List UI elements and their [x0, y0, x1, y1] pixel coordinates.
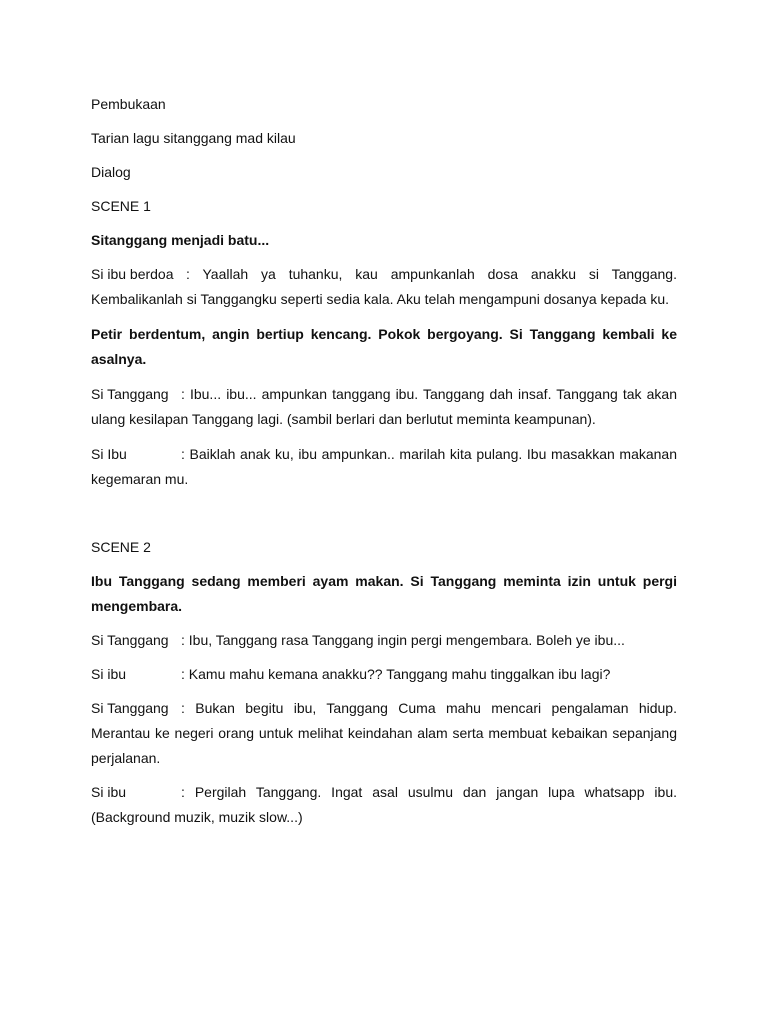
speaker-name: Si Ibu: [91, 446, 127, 462]
dialog-label: Dialog: [91, 164, 131, 180]
scene2-line-tanggang-1: [91, 628, 677, 653]
tarian-line: Tarian lagu sitanggang mad kilau: [91, 130, 296, 146]
scene2-line-ibu-2: [91, 780, 677, 830]
pembukaan-label: Pembukaan: [91, 96, 166, 112]
scene1-action: Petir berdentum, angin bertiup kencang. Pokok bergoyang. Si Tanggang kembali ke asalnya.: [91, 326, 677, 367]
dialogue-text: : Yaallah ya tuhanku, kau ampunkanlah dosa anakku si Tanggang. Kembalikanlah si Tanggangku seperti sedia kala. Aku telah mengampuni dosanya kepada ku.: [91, 266, 677, 307]
scene2-title: SCENE 2: [91, 539, 151, 555]
scene2-line-ibu-1: [91, 662, 677, 687]
speaker-name: Si Tanggang: [91, 632, 169, 648]
document-page: [91, 92, 677, 830]
speaker-name: Si ibu: [91, 666, 127, 682]
scene1-line-tanggang: [91, 382, 677, 432]
speaker-name: Si Tanggang: [91, 386, 169, 402]
dialogue-text: : Pergilah Tanggang. Ingat asal usulmu dan jangan lupa whatsapp ibu. (Background muzik, muzik slow...): [91, 784, 677, 825]
scene1-heading: Sitanggang menjadi batu...: [91, 232, 270, 248]
scene2-line-tanggang-2: [91, 696, 677, 771]
dialogue-text: : Bukan begitu ibu, Tanggang Cuma mahu mencari pengalaman hidup. Merantau ke negeri orang untuk melihat keindahan alam serta membuat kebaikan sepanjang perjalanan.: [91, 700, 677, 766]
speaker-name: Si Tanggang: [91, 700, 169, 716]
scene1-title: SCENE 1: [91, 198, 151, 214]
scene2-heading: Ibu Tanggang sedang memberi ayam makan. Si Tanggang meminta izin untuk pergi mengembara.: [91, 573, 677, 614]
dialogue-text: : Ibu... ibu... ampunkan tanggang ibu. Tanggang dah insaf. Tanggang tak akan ulang kesilapan Tanggang lagi. (sambil berlari dan berlutut meminta keampunan).: [91, 386, 677, 427]
dialogue-text: : Ibu, Tanggang rasa Tanggang ingin pergi mengembara. Boleh ye ibu...: [181, 632, 625, 648]
dialogue-text: : Baiklah anak ku, ibu ampunkan.. marilah kita pulang. Ibu masakkan makanan kegemaran mu.: [91, 446, 677, 487]
speaker-name: Si ibu berdoa: [91, 266, 174, 282]
scene1-line-ibu: [91, 442, 677, 492]
scene1-line-ibu-berdoa: [91, 262, 677, 312]
speaker-name: Si ibu: [91, 784, 127, 800]
dialogue-text: : Kamu mahu kemana anakku?? Tanggang mahu tinggalkan ibu lagi?: [181, 666, 611, 682]
